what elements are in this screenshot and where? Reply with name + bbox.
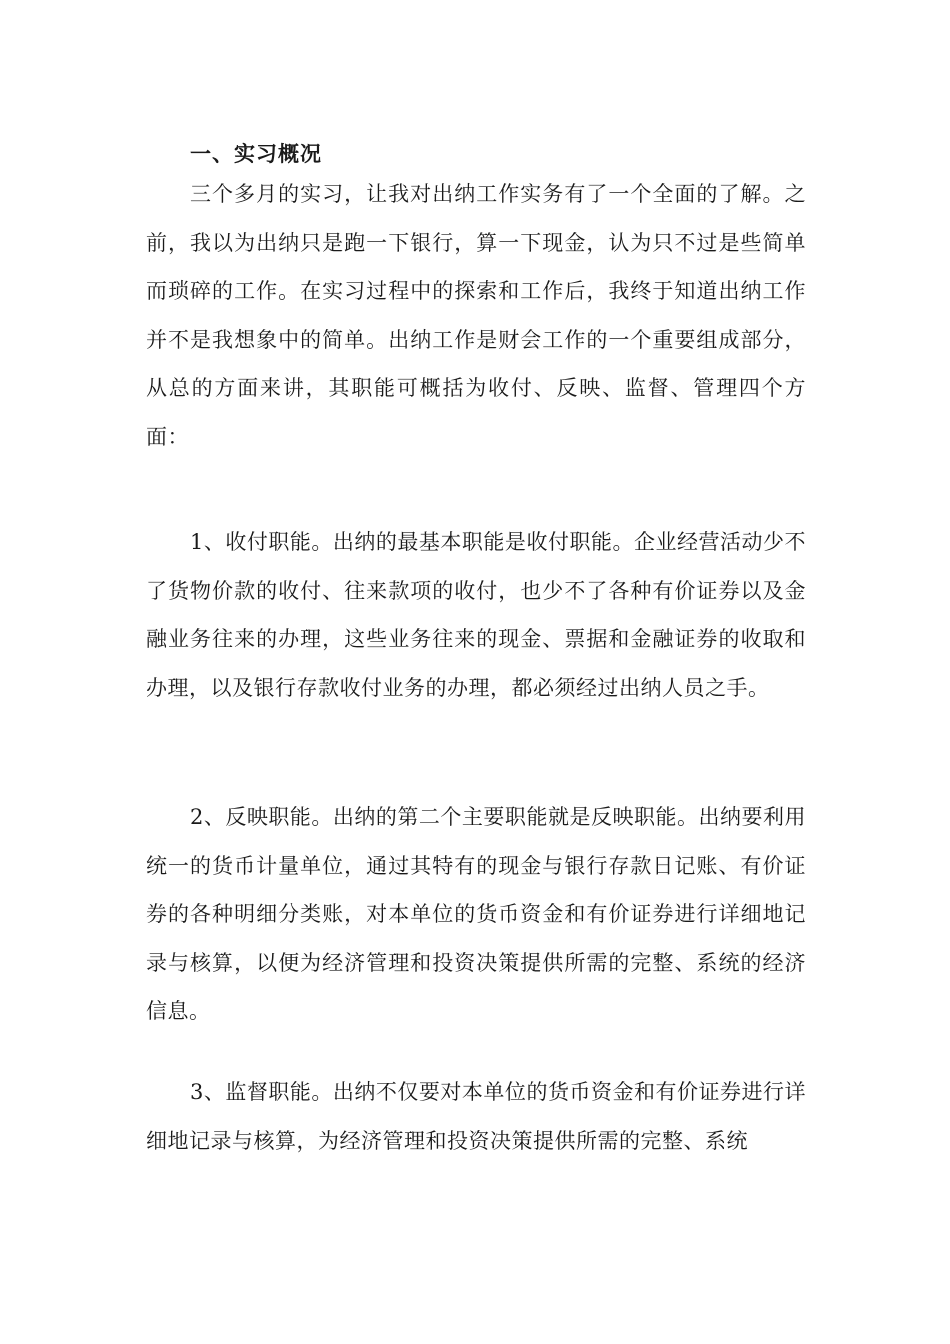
paragraph-receipt-payment-function: 1、收付职能。出纳的最基本职能是收付职能。企业经营活动少不了货物价款的收付、往来款项的收付，也少不了各种有价证券以及金融业务往来的办理，这些业务往来的现金、票据和金融证券的收取和办理，以及银行存款收付业务的办理，都必须经过出纳人员之手。 — [146, 530, 806, 700]
paragraph-reflection-function: 2、反映职能。出纳的第二个主要职能就是反映职能。出纳要利用统一的货币计量单位，通过其特有的现金与银行存款日记账、有价证券的各种明细分类账，对本单位的货币资金和有价证券进行详细地记录与核算，以便为经济管理和投资决策提供所需的完整、系统的经济信息。 — [146, 805, 806, 1023]
paragraph-overview: 三个多月的实习，让我对出纳工作实务有了一个全面的了解。之前，我以为出纳只是跑一下银行，算一下现金，认为只不过是些简单而琐碎的工作。在实习过程中的探索和工作后，我终于知道出纳工作并不是我想象中的简单。出纳工作是财会工作的一个重要组成部分，从总的方面来讲，其职能可概括为收付、反映、监督、管理四个方面： — [146, 182, 806, 449]
section-heading: 一、实习概况 — [190, 142, 322, 166]
paragraph-supervision-function: 3、监督职能。出纳不仅要对本单位的货币资金和有价证券进行详细地记录与核算，为经济管理和投资决策提供所需的完整、系统 — [146, 1080, 806, 1153]
